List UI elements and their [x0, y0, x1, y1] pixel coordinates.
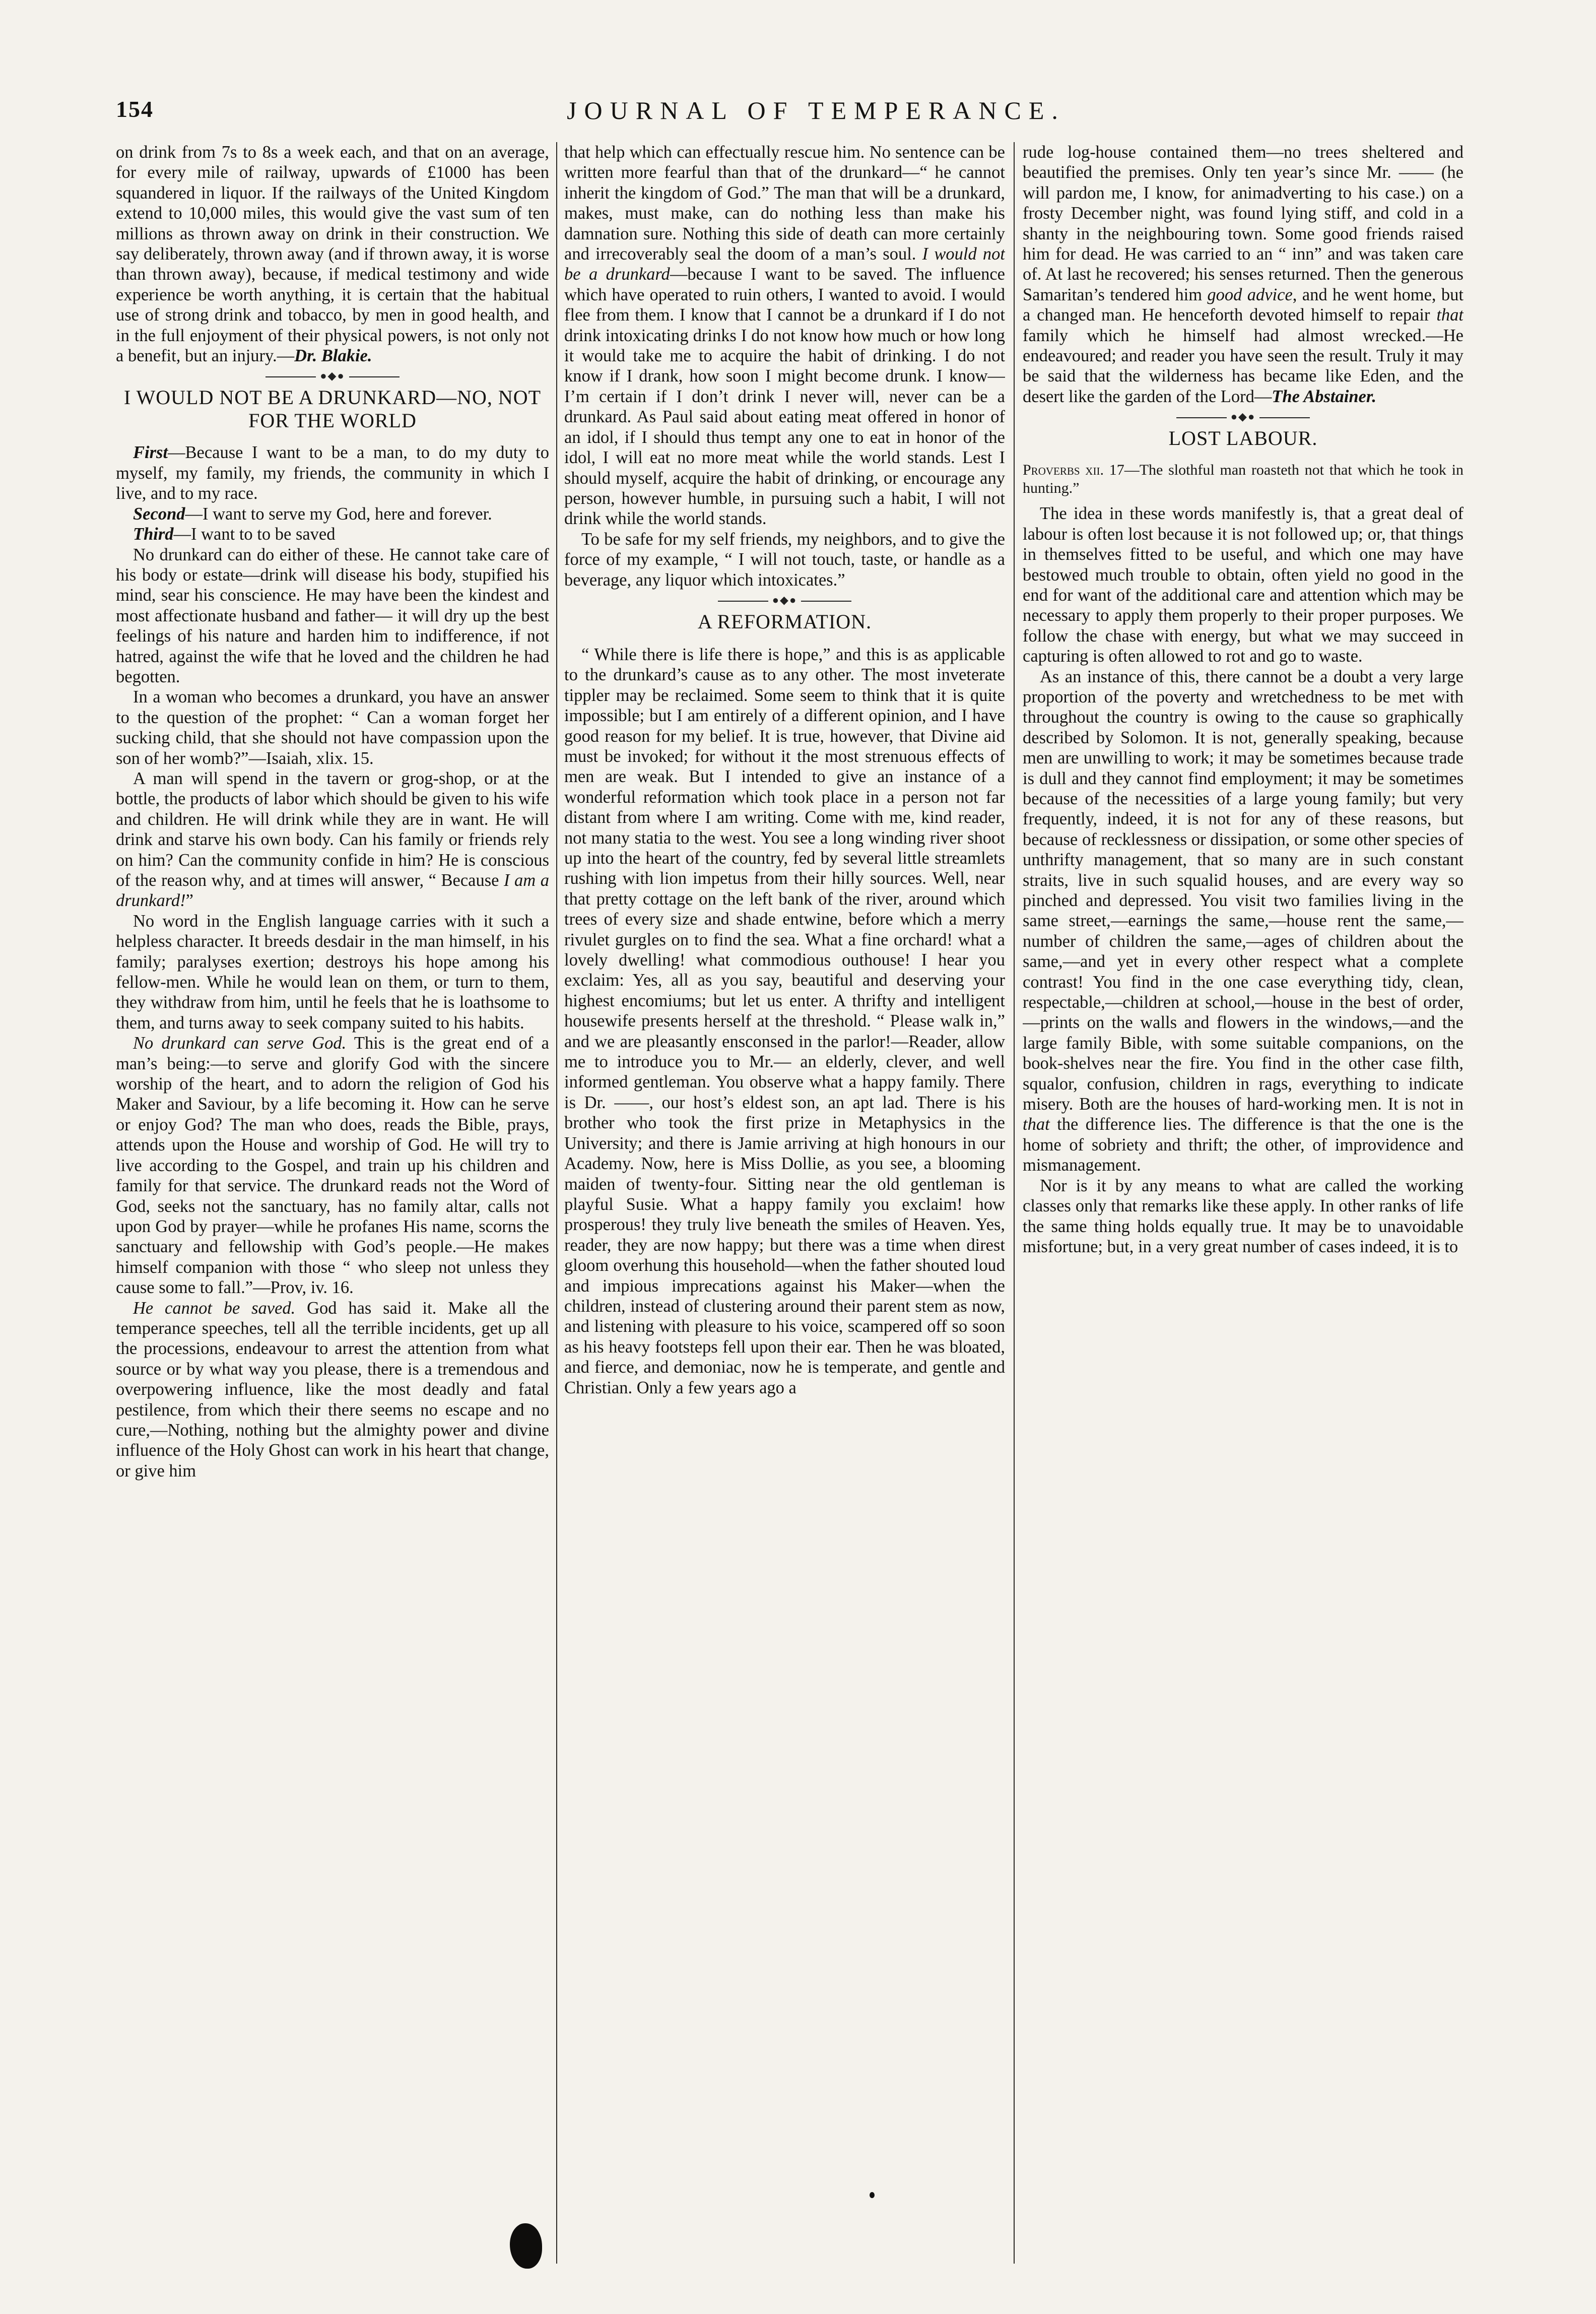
ink-blot	[510, 2223, 542, 2269]
article-paragraph: on drink from 7s to 8s a week each, and that on an average, for every mile of railway, upwards of £1000 has been squandered in liquor. If the railways of the United Kingdom extend to 10,000 miles, this would give the vast sum of ten millions as thrown away on drink in their construction. We say deliberately, thrown away (and if thrown away, it is worse than thrown away), because, if medical testimony and wide experience be worth anything, it is certain that the habitual use of strong drink and tobacco, by men in good health, and in the full enjoyment of their physical powers, is not only not a benefit, but an injury.—Dr. Blakie.	[116, 143, 549, 366]
section-heading: I WOULD NOT BE A DRUNKARD—NO, NOT FOR THE WORLD	[123, 386, 542, 432]
page-header	[116, 96, 1516, 126]
article-paragraph: No drunkard can do either of these. He cannot take care of his body or estate—drink will disease his body, stupified his mind, sear his conscience. He may have been the kindest and most affectionate husband and father— it will dry up the best feelings of his nature and harden him to indifference, if not hatred, against the wife that he loved and the children he had begotten.	[116, 545, 549, 686]
article-paragraph: The idea in these words manifestly is, that a great deal of labour is often lost because it is not followed up; or, that things in themselves fitted to be useful, and which one may have bestowed much trouble to obtain, often yield no good in the end for want of the additional care and attention which may be necessary to apply them properly to their proper purposes. We follow the chase with energy, but what we may succeed in capturing is often allowed to rot and go to waste.	[1023, 504, 1464, 666]
section-separator: ●◆●	[1023, 407, 1464, 427]
article-paragraph: No word in the English language carries with it such a helpless character. It breeds desdair in the man himself, in his family; paralyses exertion; destroys his hope among his fellow-men. While he would lean on them, or turn to them, they withdraw from him, until he feels that he is loathsome to them, and turns away to seek company suited to his habits.	[116, 911, 549, 1033]
section-separator: ●◆●	[564, 590, 1005, 610]
article-paragraph: Nor is it by any means to what are called the working classes only that remarks like these apply. In other ranks of life the same thing holds equally true. It may be to unavoidable misfortune; but, in a very great number of cases indeed, it is to	[1023, 1176, 1464, 1256]
article-paragraph: “ While there is life there is hope,” and this is as applicable to the drunkard’s cause as to any other. The most inveterate tippler may be reclaimed. Some seem to think that it is quite impossible; but I am entirely of a different opinion, and I have good reason for my belief. It is true, however, that Divine aid must be invoked; for without it the most strenuous effects of men are weak. But I intended to give an instance of a wonderful reformation which took place in a person not far distant from where I am writing. Come with me, kind reader, not many statia to the west. You see a long winding river shoot up into the heart of the country, fed by several little streamlets rushing with lion impetus from their hilly sources. Well, near that pretty cottage on the left bank of the river, around which trees of every size and shade entwine, before which a merry rivulet gurgles on to find the sea. What a fine orchard! what a lovely dwelling! what commodious outhouse! I hear you exclaim: Yes, all as you say, beautiful and deserving your highest encomiums; but let us enter. A thrifty and intelligent housewife presents herself at the threshold. “ Please walk in,” and we are pleasantly ensconsed in the parlor!—Reader, allow me to introduce you to Mr.— an elderly, clever, and well informed gentleman. You observe what a happy family. There is Dr. ——, our host’s eldest son, an apt lad. There is his brother who took the first prize in Metaphysics in the University; and there is Jamie arriving at high honours in our Academy. Now, here is Miss Dollie, as you see, a blooming maiden of twenty-four. Sitting near the old gentleman is playful Susie. What a happy family you exclaim! how prosperous! they truly live beneath the smiles of Heaven. Yes, reader, they are now happy; but there was a time when direst gloom overhung this household—when the father shouted loud and impious imprecations against his Maker—when the children, instead of clustering around their parent stem as now, and listening with pleasure to his voice, scampered off so soon as his heavy footsteps fell upon their ear. Then he was bloated, and fierce, and demoniac, now he is temperate, and gentle and Christian. Only a few years ago a	[564, 645, 1005, 1397]
section-heading: LOST LABOUR.	[1168, 427, 1318, 450]
article-paragraph: As an instance of this, there cannot be a doubt a very large proportion of the poverty and wretchedness to be met with throughout the country is owing to the cause so graphically described by Solomon. It is not, generally speaking, because men are unwilling to work; it may be sometimes because trade is dull and they cannot find employment; it may be sometimes because of the necessities of a large young family; but very frequently, indeed, it is not for any of these reasons, but because of recklessness or dissipation, or some other species of unthrifty management, that so many are in such constant straits, live in such squalid houses, and are every way so pinched and depressed. You visit two families living in the same street,—earnings the same,—house rent the same,—number of children the same,—ages of children about the same,—and yet in every other respect what a complete contrast! You find in the one case everything tidy, clean, respectable,—children at school,—house in the best of order,—prints on the walls and flowers in the windows,—and the large family Bible, with some suitable companions, on the book-shelves near the fire. You find in the other case filth, squalor, confusion, children in rags, everything to indicate misery. Both are the houses of hard-working men. It is not in that the difference lies. The difference is that the one is the home of sobriety and thrift; the other, of improvidence and mismanagement.	[1023, 667, 1464, 1175]
article-paragraph: Third—I want to to be saved	[133, 525, 336, 544]
article-paragraph: First—Because I want to be a man, to do my duty to myself, my family, my friends, the community in which I live, and to my race.	[116, 443, 549, 503]
scripture-reference: Proverbs xii. 17—The slothful man roasteth not that which he took in hunting.”	[1023, 462, 1464, 497]
article-paragraph: that help which can effectually rescue him. No sentence can be written more fearful than that of the drunkard—“ he cannot inherit the kingdom of God.” The man that will be a drunkard, makes, must make, can do nothing less than make his damnation sure. Nothing this side of death can more certainly and irrecoverably seal the doom of a man’s soul. I would not be a drunkard—because I want to be saved. The influence which have operated to ruin others, I wanted to avoid. I would flee from them. I know that I cannot be a drunkard if I do not drink intoxicating drinks I do not know how much or how long it would take me to acquire the habit of drinking. I do not know if I drank, how soon I might become drunk. I know—I’m certain if I don’t drink I never will, never can be a drunkard. As Paul said about eating meat offered in honor of an idol, if I should thus tempt any one to eat in honor of the idol, I will eat no more meat while the world stands. Lest I should myself, acquire the habit of drinking, or encourage any person, however humble, in pursuing such a habit, I will not drink while the world stands.	[564, 143, 1005, 529]
section-separator: ●◆●	[116, 366, 549, 386]
journal-title: JOURNAL OF TEMPERANCE.	[567, 96, 1066, 124]
column-middle	[564, 142, 1005, 2264]
article-paragraph: rude log-house contained them—no trees sheltered and beautified the premises. Only ten year’s since Mr. —— (he will pardon me, I know, for animadverting to his case.) on a frosty December night, was found lying stiff, and cold in a shanty in the neighbouring town. Some good friends raised him for dead. He was carried to an “ inn” and was taken care of. At last he recovered; his senses returned. Then the generous Samaritan’s tendered him good advice, and he went home, but a changed man. He henceforth devoted himself to repair that family which he himself had almost wrecked.—He endeavoured; and reader you have seen the result. Truly it may be said that the wilderness has became like Eden, and the desert like the garden of the Lord—The Abstainer.	[1023, 143, 1464, 406]
article-paragraph: To be safe for my self friends, my neighbors, and to give the force of my example, “ I will not touch, taste, or handle as a beverage, any liquor which intoxicates.”	[564, 529, 1005, 590]
section-heading: A REFORMATION.	[697, 610, 872, 633]
article-paragraph: No drunkard can serve God. This is the great end of a man’s being:—to serve and glorify God with the sincere worship of the heart, and to adorn the religion of God his Maker and Saviour, by a life becoming it. How can he serve or enjoy God? The man who does, reads the Bible, prays, attends upon the House and worship of God. He will try to live according to the Gospel, and train up his children and family for that service. The drunkard reads not the Word of God, seeks not the sanctuary, has no family altar, calls not upon God by prayer—while he profanes His name, scorns the sanctuary and fellowship with God’s people.—He makes himself companion with those “ who sleep not unless they cause some to fall.”—Prov, iv. 16.	[116, 1034, 549, 1298]
article-paragraph: He cannot be saved. God has said it. Make all the temperance speeches, tell all the terrible incidents, get up all the processions, endeavour to arrest the attention from what source or by what way you please, there is a tremendous and overpowering influence, like the most deadly and fatal pestilence, from which their there seems no escape and no cure,—Nothing, nothing but the almighty power and divine influence of the Holy Ghost can work in his heart that change, or give him	[116, 1298, 549, 1481]
article-paragraph: In a woman who becomes a drunkard, you have an answer to the question of the prophet: “ Can a woman forget her sucking child, that she should not have compassion upon the son of her womb?”—Isaiah, xlix. 15.	[116, 687, 549, 768]
column-divider	[1014, 142, 1015, 2264]
article-paragraph: Second—I want to serve my God, here and forever.	[133, 504, 492, 524]
ink-dot	[870, 2192, 875, 2198]
page-number: 154	[116, 96, 154, 122]
article-paragraph: A man will spend in the tavern or grog-shop, or at the bottle, the products of labor which should be given to his wife and children. He will drink while they are in want. He will drink and starve his own body. Can his family or friends rely on him? Can the community confide in him? He is conscious of the reason why, and at times will answer, “ Because I am a drunkard!”	[116, 768, 549, 911]
column-divider	[556, 142, 557, 2264]
column-left	[116, 142, 549, 2264]
column-right	[1023, 142, 1464, 2264]
